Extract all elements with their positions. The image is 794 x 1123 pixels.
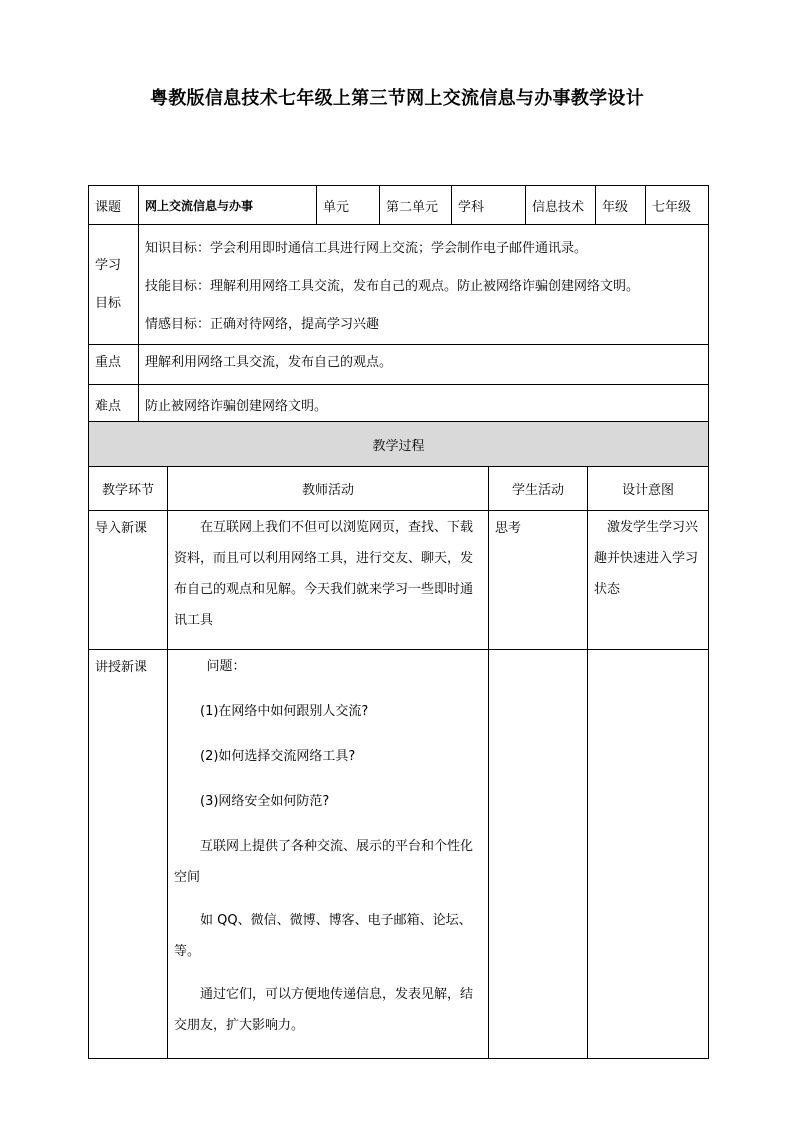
topic-value: 网上交流信息与办事 xyxy=(139,186,317,225)
lesson-info-table xyxy=(88,185,709,425)
lecture-paragraph: 如 QQ、微信、微博、博客、电子邮箱、论坛、等。 xyxy=(174,913,472,959)
intro-student-activity: 思考 xyxy=(489,511,588,650)
goals-content xyxy=(139,225,709,345)
question-label: 问题： xyxy=(206,659,246,674)
subject-value: 信息技术 xyxy=(526,186,596,225)
lecture-student-activity xyxy=(489,650,588,1059)
table-row xyxy=(89,467,709,511)
header-design-intent: 设计意图 xyxy=(588,467,709,511)
lecture-teacher-activity xyxy=(168,650,489,1059)
table-row xyxy=(89,650,709,1059)
lecture-design-intent xyxy=(588,650,709,1059)
topic-label: 课题 xyxy=(89,186,139,225)
lecture-paragraph: 通过它们，可以方便地传递信息，发表见解，结交朋友，扩大影响力。 xyxy=(174,987,474,1033)
goals-label-line: 学习 xyxy=(95,257,122,273)
question-item: (1)在网络中如何跟别人交流? xyxy=(200,704,369,719)
lecture-paragraph: 互联网上提供了各种交流、展示的平台和个性化空间 xyxy=(174,839,474,885)
subject-label: 学科 xyxy=(452,186,526,225)
key-point-label: 重点 xyxy=(89,345,139,385)
grade-value: 七年级 xyxy=(646,186,709,225)
table-row xyxy=(89,345,709,385)
emotion-goal: 情感目标：正确对待网络，提高学习兴趣 xyxy=(145,317,380,332)
key-point-text: 理解利用网络工具交流，发布自己的观点。 xyxy=(139,345,709,385)
intro-teacher-activity: 在互联网上我们不但可以浏览网页，查找、下载资料，而且可以利用网络工具，进行交友、聊天，发布自己的观点和见解。今天我们就来学习一些即时通讯工具 xyxy=(168,511,489,650)
process-section-title: 教学过程 xyxy=(89,422,709,467)
difficult-point-text: 防止被网络诈骗创建网络文明。 xyxy=(139,385,709,425)
table-row xyxy=(89,186,709,225)
question-item: (2)如何选择交流网络工具? xyxy=(200,749,356,764)
intro-design-intent: 激发学生学习兴趣并快速进入学习状态 xyxy=(588,511,709,650)
unit-label: 单元 xyxy=(317,186,380,225)
skill-goal: 技能目标：理解利用网络工具交流，发布自己的观点。防止被网络诈骗创建网络文明。 xyxy=(145,279,640,294)
header-stage: 教学环节 xyxy=(89,467,168,511)
table-row xyxy=(89,511,709,650)
header-teacher-activity: 教师活动 xyxy=(168,467,489,511)
table-row xyxy=(89,385,709,425)
unit-value: 第二单元 xyxy=(380,186,452,225)
table-row xyxy=(89,225,709,345)
lecture-stage: 讲授新课 xyxy=(89,650,168,1059)
grade-label: 年级 xyxy=(596,186,646,225)
knowledge-goal: 知识目标：学会利用即时通信工具进行网上交流；学会制作电子邮件通讯录。 xyxy=(145,241,588,256)
goals-label xyxy=(89,225,139,345)
question-item: (3)网络安全如何防范? xyxy=(200,794,330,809)
difficult-point-label: 难点 xyxy=(89,385,139,425)
page-title: 粤教版信息技术七年级上第三节网上交流信息与办事教学设计 xyxy=(149,88,645,109)
table-row xyxy=(89,422,709,467)
goals-label-line: 目标 xyxy=(95,295,122,311)
header-student-activity: 学生活动 xyxy=(489,467,588,511)
intro-stage: 导入新课 xyxy=(89,511,168,650)
teaching-process-table xyxy=(88,421,709,1059)
